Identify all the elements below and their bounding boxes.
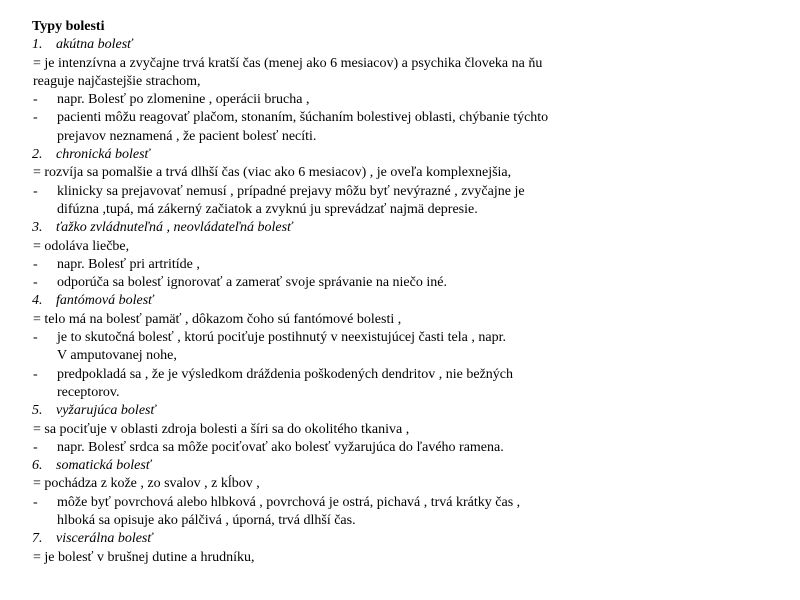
bullet-text-line: napr. Bolesť srdca sa môže pociťovať ako bolesť vyžarujúca do ľavého ramena. xyxy=(57,439,504,455)
bullet-text-line: prejavov neznamená , že pacient bolesť necíti. xyxy=(57,128,317,144)
bullet-text-line: napr. Bolesť po zlomenine , operácii brucha , xyxy=(57,92,310,108)
bullet-marker: - xyxy=(33,366,38,382)
section-definition-line: = pochádza z kože , zo svalov , z kĺbov , xyxy=(33,476,260,492)
section-heading xyxy=(32,292,772,310)
bullet-text xyxy=(57,256,772,274)
section-number: 6. xyxy=(32,458,43,474)
section-heading xyxy=(32,402,772,420)
section-heading-text: somatická bolesť xyxy=(56,458,151,474)
bullet-text-line: napr. Bolesť pri artritíde , xyxy=(57,256,200,272)
bullet-text xyxy=(57,329,772,366)
bullet-text xyxy=(57,91,772,109)
bullet-text-line: pacienti môžu reagovať plačom, stonaním, šúchaním bolestivej oblasti, chýbanie týchto xyxy=(57,110,549,126)
bullet-text xyxy=(57,439,772,457)
section-definition-line: = rozvíja sa pomalšie a trvá dlhší čas (viac ako 6 mesiacov) , je oveľa komplexnejšia, xyxy=(33,165,512,181)
section-heading xyxy=(32,219,772,237)
bullet-item xyxy=(32,366,772,403)
section-number: 4. xyxy=(32,293,43,309)
section-heading-text: viscerálna bolesť xyxy=(56,531,153,547)
bullet-text-line: klinicky sa prejavovať nemusí , prípadné prejavy môžu byť nevýrazné , zvyčajne je xyxy=(57,183,525,199)
pain-type-section xyxy=(32,292,772,402)
section-number: 5. xyxy=(32,403,43,419)
bullet-marker: - xyxy=(33,275,38,291)
section-heading xyxy=(32,146,772,164)
section-definition-line: = je bolesť v brušnej dutine a hrudníku, xyxy=(33,549,255,565)
section-heading-text: ťažko zvládnuteľná , neovládateľná bolesť xyxy=(56,220,293,236)
pain-types-list xyxy=(32,36,772,567)
pain-type-section xyxy=(32,457,772,530)
section-definition-line: = sa pociťuje v oblasti zdroja bolesti a šíri sa do okolitého tkaniva , xyxy=(33,421,410,437)
bullet-text xyxy=(57,109,772,146)
bullet-item xyxy=(32,109,772,146)
bullet-marker: - xyxy=(33,494,38,510)
section-definition-line: reaguje najčastejšie strachom, xyxy=(33,73,201,89)
section-heading-text: akútna bolesť xyxy=(56,37,133,53)
bullet-text-line: je to skutočná bolesť , ktorú pociťuje postihnutý v neexistujúcej časti tela , napr. xyxy=(57,330,506,346)
bullet-text xyxy=(57,494,772,531)
bullet-text-line: receptorov. xyxy=(57,384,120,400)
section-definition-line: = telo má na bolesť pamäť , dôkazom čoho sú fantómové bolesti , xyxy=(33,311,402,327)
bullet-text-line: hlboká sa opisuje ako pálčivá , úporná, trvá dlhší čas. xyxy=(57,513,356,529)
bullet-marker: - xyxy=(33,256,38,272)
bullet-item xyxy=(32,91,772,109)
bullet-text-line: môže byť povrchová alebo hlbková , povrchová je ostrá, pichavá , trvá krátky čas , xyxy=(57,494,521,510)
bullet-item xyxy=(32,439,772,457)
pain-type-section xyxy=(32,530,772,567)
pain-type-section xyxy=(32,36,772,146)
bullet-text-line: V amputovanej nohe, xyxy=(57,348,177,364)
section-number: 7. xyxy=(32,531,43,547)
pain-type-section xyxy=(32,402,772,457)
bullet-text-line: difúzna ,tupá, má zákerný začiatok a zvyknú ju sprevádzať najmä depresie. xyxy=(57,201,478,217)
section-number: 2. xyxy=(32,147,43,163)
bullet-item xyxy=(32,274,772,292)
section-heading xyxy=(32,530,772,548)
bullet-marker: - xyxy=(33,92,38,108)
document-body xyxy=(32,18,772,567)
section-heading-text: fantómová bolesť xyxy=(56,293,154,309)
section-heading-text: vyžarujúca bolesť xyxy=(56,403,156,419)
bullet-item xyxy=(32,494,772,531)
bullet-text xyxy=(57,183,772,220)
section-number: 3. xyxy=(32,220,43,236)
bullet-text xyxy=(57,366,772,403)
bullet-marker: - xyxy=(33,183,38,199)
bullet-text-line: odporúča sa bolesť ignorovať a zamerať svoje správanie na niečo iné. xyxy=(57,275,447,291)
bullet-marker: - xyxy=(33,110,38,126)
bullet-marker: - xyxy=(33,330,38,346)
pain-type-section xyxy=(32,146,772,219)
section-heading-text: chronická bolesť xyxy=(56,147,150,163)
section-heading xyxy=(32,36,772,54)
section-definition-line: = odoláva liečbe, xyxy=(33,238,130,254)
document-title: Typy bolesti xyxy=(32,19,105,34)
bullet-item xyxy=(32,329,772,366)
section-definition-line: = je intenzívna a zvyčajne trvá kratší čas (menej ako 6 mesiacov) a psychika človeka na ňu xyxy=(33,55,543,71)
section-heading xyxy=(32,457,772,475)
bullet-item xyxy=(32,183,772,220)
pain-type-section xyxy=(32,219,772,292)
section-number: 1. xyxy=(32,37,43,53)
bullet-marker: - xyxy=(33,439,38,455)
bullet-item xyxy=(32,256,772,274)
bullet-text-line: predpokladá sa , že je výsledkom dráždenia poškodených dendritov , nie bežných xyxy=(57,366,514,382)
bullet-text xyxy=(57,274,772,292)
